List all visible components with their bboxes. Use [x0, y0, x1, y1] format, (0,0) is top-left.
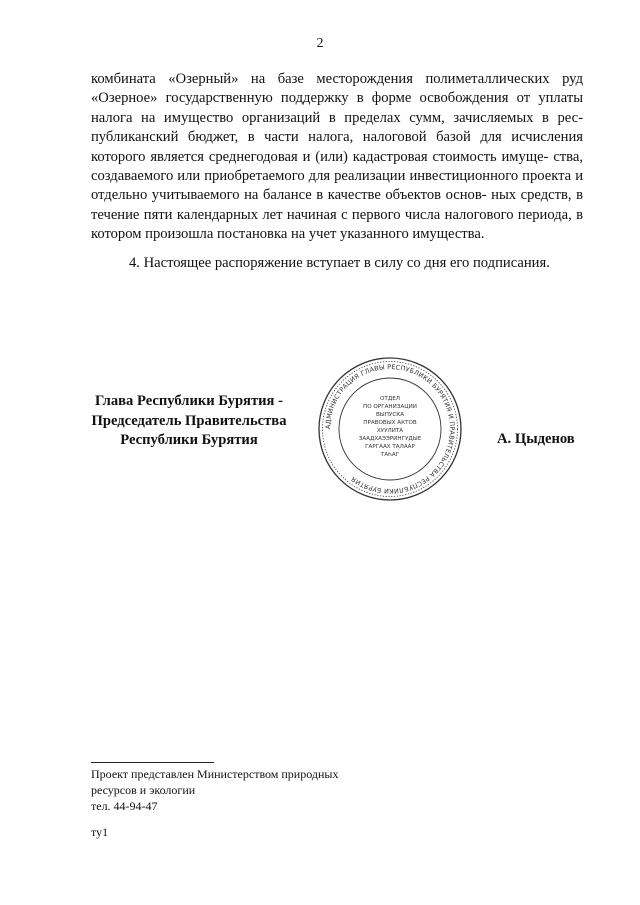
- stamp-outer-text: АДМИНИСТРАЦИЯ ГЛАВЫ РЕСПУБЛИКИ БУРЯТИЯ И ПРАВИТЕЛЬСТВА РЕСПУБЛИКИ БУРЯТИЯ: [323, 362, 457, 496]
- stamp-inner-line: ТАҺАГ: [380, 452, 400, 458]
- signer-name: А. Цыденов: [497, 431, 575, 447]
- stamp-inner-line: ХУУЛИТА: [376, 428, 404, 434]
- footer-code: ту1: [91, 825, 109, 839]
- stamp-inner-line: ВЫПУСКА: [375, 412, 405, 418]
- body-line: налога на имущество организаций в пределах сумм, зачисляемых в рес-: [91, 109, 583, 126]
- body-text: [91, 70, 583, 273]
- signature-title-line: Глава Республики Бурятия -: [95, 393, 283, 409]
- body-line: «Озерное» государственную поддержку в форме освобождения от уплаты: [91, 90, 583, 107]
- official-seal-stamp: [316, 355, 464, 503]
- stamp-inner-line: ЗААДХАЭЭРИНГУДЫЕ: [358, 436, 422, 442]
- footer-note-line: ресурсов и экологии: [91, 783, 196, 797]
- stamp-inner-line: ОТДЕЛ: [380, 396, 400, 402]
- body-line: публиканский бюджет, в части налога, налоговой базой для исчисления: [91, 129, 583, 146]
- body-line: которого является среднегодовая и (или) кадастровая стоимость имуще-: [91, 148, 549, 165]
- stamp-inner-line: ПРАВОВЫХ АКТОВ: [363, 420, 417, 426]
- footer-note-line: тел. 44-94-47: [91, 799, 158, 813]
- body-line: ных средств, в течение пяти календарных лет начиная с первого числа: [91, 187, 583, 223]
- signature-title-line: Республики Бурятия: [120, 432, 258, 449]
- paragraph-continuation: [91, 70, 583, 245]
- body-line: налогового периода, в котором произошла постановка на учет указанного: [91, 206, 583, 243]
- body-line: комбината «Озерный» на базе месторождения полиметаллических руд: [91, 71, 583, 87]
- signature-title: [78, 392, 300, 451]
- body-line: ства, создаваемого или приобретаемого для реализации инвестиционного: [91, 148, 583, 185]
- footer-divider: [91, 762, 214, 763]
- body-line: проекта и отдельно учитываемого на балансе в качестве объектов основ-: [91, 168, 584, 204]
- body-line: имущества.: [412, 226, 485, 243]
- paragraph-4: 4. Настоящее распоряжение вступает в силу со дня его подписания.: [129, 254, 550, 271]
- stamp-inner-line: ПО ОРГАНИЗАЦИИ: [363, 404, 417, 410]
- footer-note: [91, 766, 338, 814]
- stamp-inner-line: ГАРГААХ ТАЛААР: [365, 444, 415, 450]
- page-number: 2: [316, 36, 324, 51]
- footer-note-line: Проект представлен Министерством природных: [91, 767, 339, 781]
- signature-title-line: Председатель Правительства: [91, 412, 287, 429]
